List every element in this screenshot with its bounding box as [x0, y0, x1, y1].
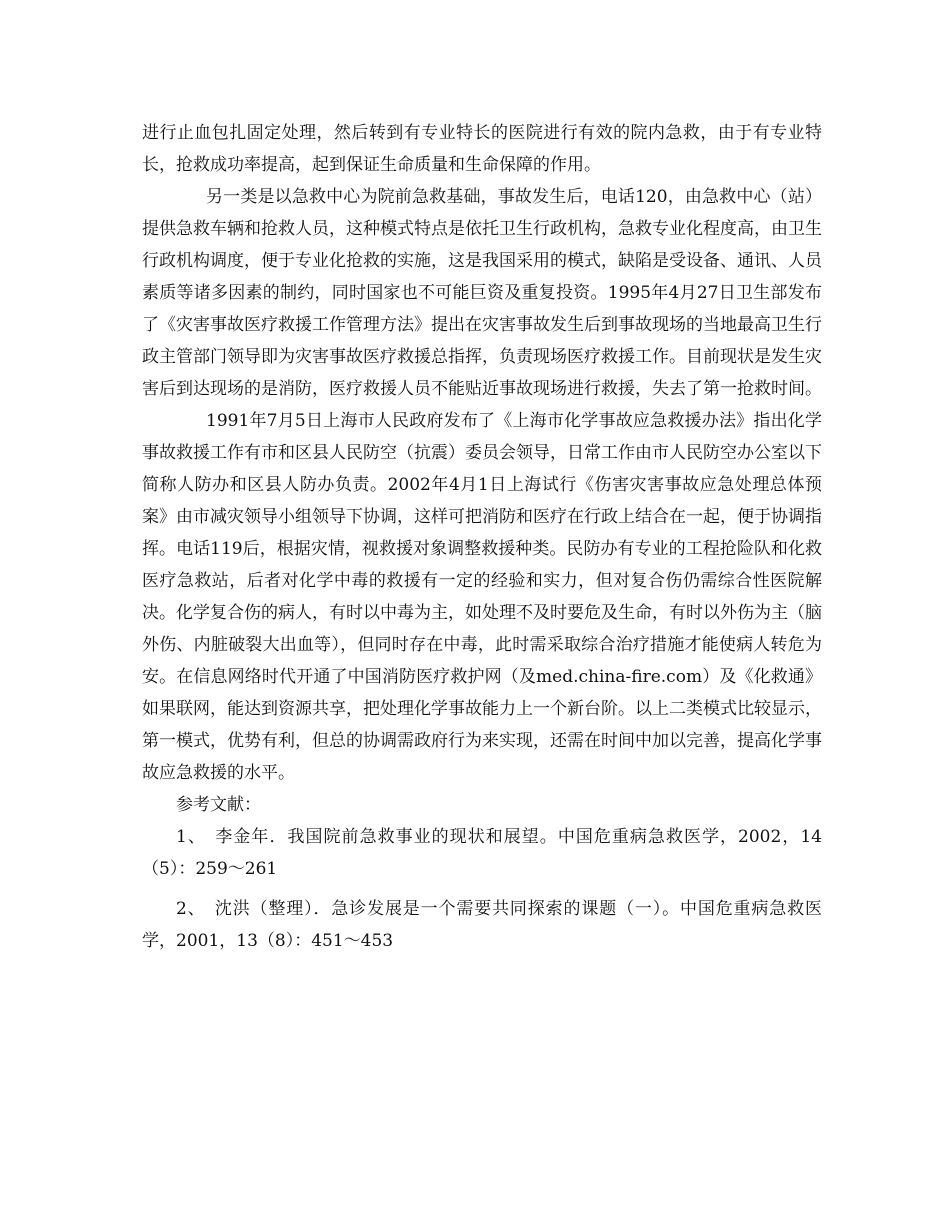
paragraph-ems-model: 另一类是以急救中心为院前急救基础，事故发生后，电话120，由急救中心（站）提供急救车辆和抢救人员，这种模式特点是依托卫生行政机构，急救专业化程度高，由卫生行政机构调度，便于专业化抢救的实施，这是我国采用的模式，缺陷是受设备、通讯、人员素质等诸多因素的制约，同时国家也不可能巨资及重复投资。1995年4月27日卫生部发布了《灾害事故医疗救援工作管理方法》提出在灾害事故发生后到事故现场的当地最高卫生行政主管部门领导即为灾害事故医疗救援总指挥，负责现场医疗救援工作。目前现状是发生灾害后到达现场的是消防，医疗救援人员不能贴近事故现场进行救援，失去了第一抢救时间。 [142, 187, 822, 399]
reference-item-2: 2、 沈洪（整理）．急诊发展是一个需要共同探索的课题（一）。中国危重病急救医学，2001，13（8）：451～453 [142, 899, 822, 951]
document-body [142, 117, 822, 957]
references-heading: 参考文献： [176, 795, 261, 815]
paragraph-continuation: 进行止血包扎固定处理，然后转到有专业特长的医院进行有效的院内急救，由于有专业特长，抢救成功率提高，起到保证生命质量和生命保障的作用。 [142, 123, 822, 175]
paragraph-shanghai-model: 1991年7月5日上海市人民政府发布了《上海市化学事故应急救援办法》指出化学事故救援工作有市和区县人民防空（抗震）委员会领导，日常工作由市人民防空办公室以下简称人防办和区县人防办负责。2002年4月1日上海试行《伤害灾害事故应急处理总体预案》由市减灾领导小组领导下协调，这样可把消防和医疗在行政上结合在一起，便于协调指挥。电话119后，根据灾情，视救援对象调整救援种类。民防办有专业的工程抢险队和化救医疗急救站，后者对化学中毒的救援有一定的经验和实力，但对复合伤仍需综合性医院解决。化学复合伤的病人，有时以中毒为主，如处理不及时要危及生命，有时以外伤为主（脑外伤、内脏破裂大出血等），但同时存在中毒，此时需采取综合治疗措施才能使病人转危为安。在信息网络时代开通了中国消防医疗救护网（及med.china-fire.com）及《化救通》如果联网，能达到资源共享，把处理化学事故能力上一个新台阶。以上二类模式比较显示，第一模式，优势有利，但总的协调需政府行为来实现，还需在时间中加以完善，提高化学事故应急救援的水平。 [142, 411, 822, 783]
reference-item-1: 1、 李金年．我国院前急救事业的现状和展望。中国危重病急救医学，2002，14（5）：259～261 [142, 827, 822, 879]
